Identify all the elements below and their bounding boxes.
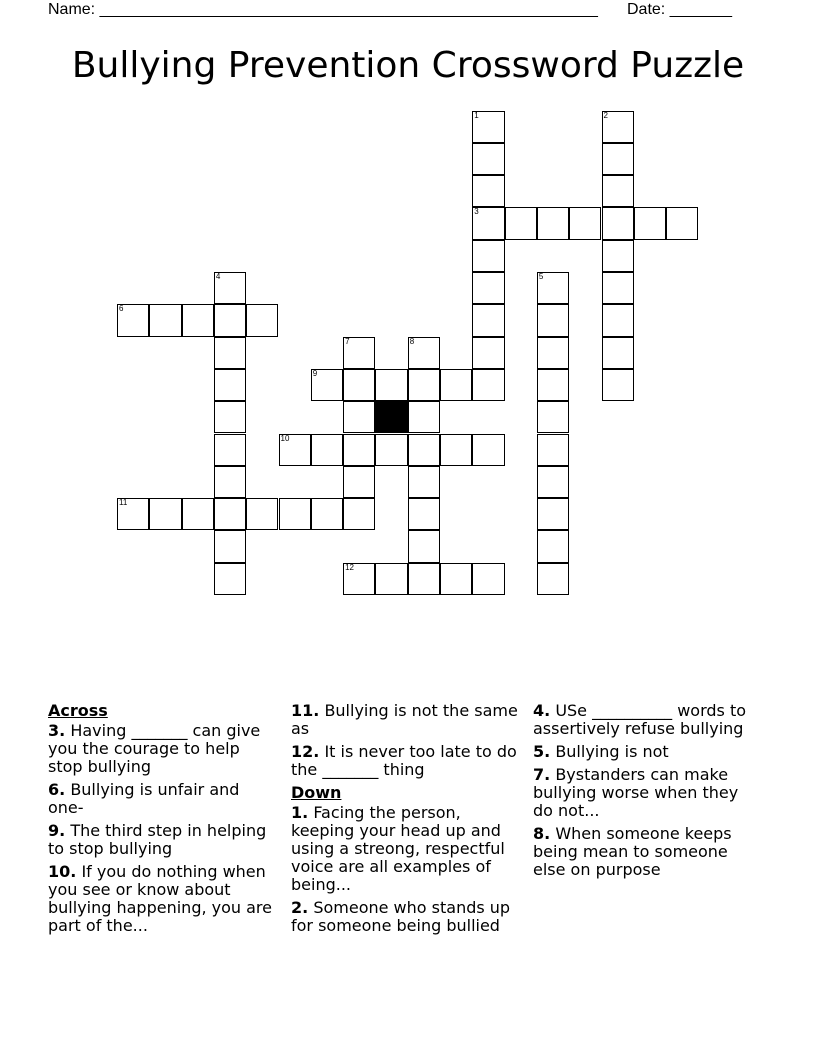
crossword-cell[interactable] [408, 466, 440, 498]
crossword-cell[interactable] [343, 369, 375, 401]
crossword-cell[interactable] [279, 498, 311, 530]
crossword-cell[interactable] [602, 111, 634, 143]
crossword-cell[interactable] [214, 272, 246, 304]
crossword-cell[interactable] [472, 337, 504, 369]
crossword-cell[interactable] [408, 337, 440, 369]
crossword-cell[interactable] [472, 111, 504, 143]
crossword-block [375, 401, 407, 433]
crossword-cell[interactable] [214, 369, 246, 401]
clue-text: It is never too late to do the _______ thing [291, 742, 517, 779]
clue-number: 10. [48, 862, 77, 881]
crossword-cell[interactable] [602, 175, 634, 207]
crossword-cell[interactable] [537, 207, 569, 239]
crossword-cell[interactable] [279, 434, 311, 466]
date-field-label: Date: _______ [627, 1, 732, 18]
clue-text: If you do nothing when you see or know about bullying happening, you are part of the... [48, 862, 272, 935]
crossword-cell[interactable] [408, 369, 440, 401]
crossword-cell[interactable] [408, 434, 440, 466]
crossword-cell[interactable] [537, 530, 569, 562]
clue-number-label: 7 [345, 336, 350, 346]
clue-number-label: 11 [119, 498, 128, 508]
clue-number-label: 3 [474, 207, 479, 217]
clue-across-9 [48, 822, 273, 858]
clue-across-11 [291, 702, 519, 738]
clue-number: 1. [291, 803, 309, 822]
clue-number: 11. [291, 701, 320, 720]
clue-number-label: 9 [312, 368, 318, 378]
crossword-cell[interactable] [343, 498, 375, 530]
clue-number: 5. [533, 742, 551, 761]
crossword-cell[interactable] [602, 337, 634, 369]
crossword-cell[interactable] [214, 434, 246, 466]
clue-down-7 [533, 766, 758, 820]
crossword-cell[interactable] [311, 498, 343, 530]
clue-number-label: 10 [280, 433, 290, 443]
crossword-cell[interactable] [375, 434, 407, 466]
crossword-cell[interactable] [343, 337, 375, 369]
clue-text: Bullying is not the same as [291, 701, 518, 738]
crossword-cell[interactable] [634, 207, 666, 239]
down-heading: Down [291, 783, 342, 802]
across-heading: Across [48, 701, 108, 720]
crossword-cell[interactable] [602, 369, 634, 401]
clue-number: 12. [291, 742, 320, 761]
clue-number-label: 8 [409, 336, 415, 346]
crossword-cell[interactable] [602, 304, 634, 336]
clue-text: Facing the person, keeping your head up and using a streong, respectful voice are all examples of being... [291, 803, 505, 894]
crossword-cell[interactable] [537, 337, 569, 369]
crossword-cell[interactable] [311, 434, 343, 466]
crossword-cell[interactable] [602, 272, 634, 304]
crossword-cell[interactable] [214, 530, 246, 562]
clue-number-label: 2 [603, 110, 608, 120]
crossword-cell[interactable] [440, 434, 472, 466]
clue-number-label: 1 [474, 110, 479, 120]
crossword-cell[interactable] [214, 498, 246, 530]
clue-across-10 [48, 863, 273, 935]
crossword-cell[interactable] [602, 207, 634, 239]
crossword-cell[interactable] [472, 434, 504, 466]
crossword-cell[interactable] [472, 563, 504, 595]
crossword-cell[interactable] [149, 304, 181, 336]
crossword-cell[interactable] [214, 304, 246, 336]
clue-across-3 [48, 722, 273, 776]
crossword-cell[interactable] [246, 304, 278, 336]
crossword-cell[interactable] [537, 401, 569, 433]
crossword-cell[interactable] [182, 498, 214, 530]
clue-number: 7. [533, 765, 551, 784]
crossword-cell[interactable] [602, 143, 634, 175]
crossword-cell[interactable] [149, 498, 181, 530]
crossword-cell[interactable] [537, 272, 569, 304]
crossword-cell[interactable] [472, 207, 504, 239]
crossword-cell[interactable] [408, 498, 440, 530]
crossword-cell[interactable] [537, 498, 569, 530]
crossword-cell[interactable] [537, 563, 569, 595]
crossword-cell[interactable] [343, 466, 375, 498]
crossword-cell[interactable] [440, 563, 472, 595]
crossword-cell[interactable] [440, 369, 472, 401]
clue-down-2 [291, 899, 519, 935]
crossword-cell[interactable] [343, 434, 375, 466]
clue-down-5 [533, 743, 758, 761]
clue-number: 9. [48, 821, 66, 840]
clue-number-label: 4 [215, 272, 221, 281]
clue-text: Someone who stands up for someone being bullied [291, 898, 511, 935]
clue-text: USe __________ words to assertively refuse bullying [533, 701, 747, 738]
clue-number-label: 12 [345, 562, 354, 572]
clue-text: Bullying is unfair and one- [48, 780, 240, 817]
crossword-cell[interactable] [537, 369, 569, 401]
crossword-cell[interactable] [537, 434, 569, 466]
crossword-cell[interactable] [311, 369, 343, 401]
clue-number: 8. [533, 824, 551, 843]
clue-text: When someone keeps being mean to someone else on purpose [533, 824, 732, 879]
crossword-cell[interactable] [343, 401, 375, 433]
crossword-cell[interactable] [214, 466, 246, 498]
crossword-cell[interactable] [537, 466, 569, 498]
clue-number: 6. [48, 780, 66, 799]
crossword-cell[interactable] [569, 207, 601, 239]
clue-text: The third step in helping to stop bullying [48, 821, 267, 858]
crossword-cell[interactable] [602, 240, 634, 272]
clue-across-12 [291, 743, 519, 779]
clue-text: Bystanders can make bullying worse when they do not... [533, 765, 739, 820]
crossword-cell[interactable] [375, 563, 407, 595]
crossword-cell[interactable] [472, 143, 504, 175]
crossword-cell[interactable] [246, 498, 278, 530]
clue-number-label: 5 [538, 272, 544, 281]
crossword-cell[interactable] [214, 337, 246, 369]
clue-down-1 [291, 804, 519, 894]
crossword-cell[interactable] [182, 304, 214, 336]
crossword-cell[interactable] [214, 563, 246, 595]
crossword-cell[interactable] [117, 304, 149, 336]
crossword-cell[interactable] [117, 498, 149, 530]
crossword-cell[interactable] [505, 207, 537, 239]
clues-column-1 [48, 702, 273, 940]
crossword-cell[interactable] [472, 175, 504, 207]
crossword-cell[interactable] [408, 401, 440, 433]
crossword-cell[interactable] [408, 563, 440, 595]
crossword-cell[interactable] [666, 207, 698, 239]
clue-number: 3. [48, 721, 66, 740]
clue-down-8 [533, 825, 758, 879]
clues-column-3 [533, 702, 758, 884]
crossword-cell[interactable] [343, 563, 375, 595]
clue-number: 4. [533, 701, 551, 720]
clue-number-label: 6 [119, 304, 124, 314]
crossword-cell[interactable] [472, 369, 504, 401]
crossword-cell[interactable] [472, 240, 504, 272]
page-title: Bullying Prevention Crossword Puzzle [71, 45, 745, 86]
crossword-cell[interactable] [472, 272, 504, 304]
crossword-cell[interactable] [375, 369, 407, 401]
clue-down-4 [533, 702, 758, 738]
clue-number: 2. [291, 898, 309, 917]
crossword-cell[interactable] [214, 401, 246, 433]
name-field-label: Name: ________________________________________________________ [48, 1, 598, 18]
crossword-cell[interactable] [537, 304, 569, 336]
clue-text: Bullying is not [555, 742, 669, 761]
clues-column-2 [291, 702, 519, 940]
clue-text: Having _______ can give you the courage to help stop bullying [48, 721, 261, 776]
clue-across-6 [48, 781, 273, 817]
crossword-cell[interactable] [472, 304, 504, 336]
crossword-cell[interactable] [408, 530, 440, 562]
